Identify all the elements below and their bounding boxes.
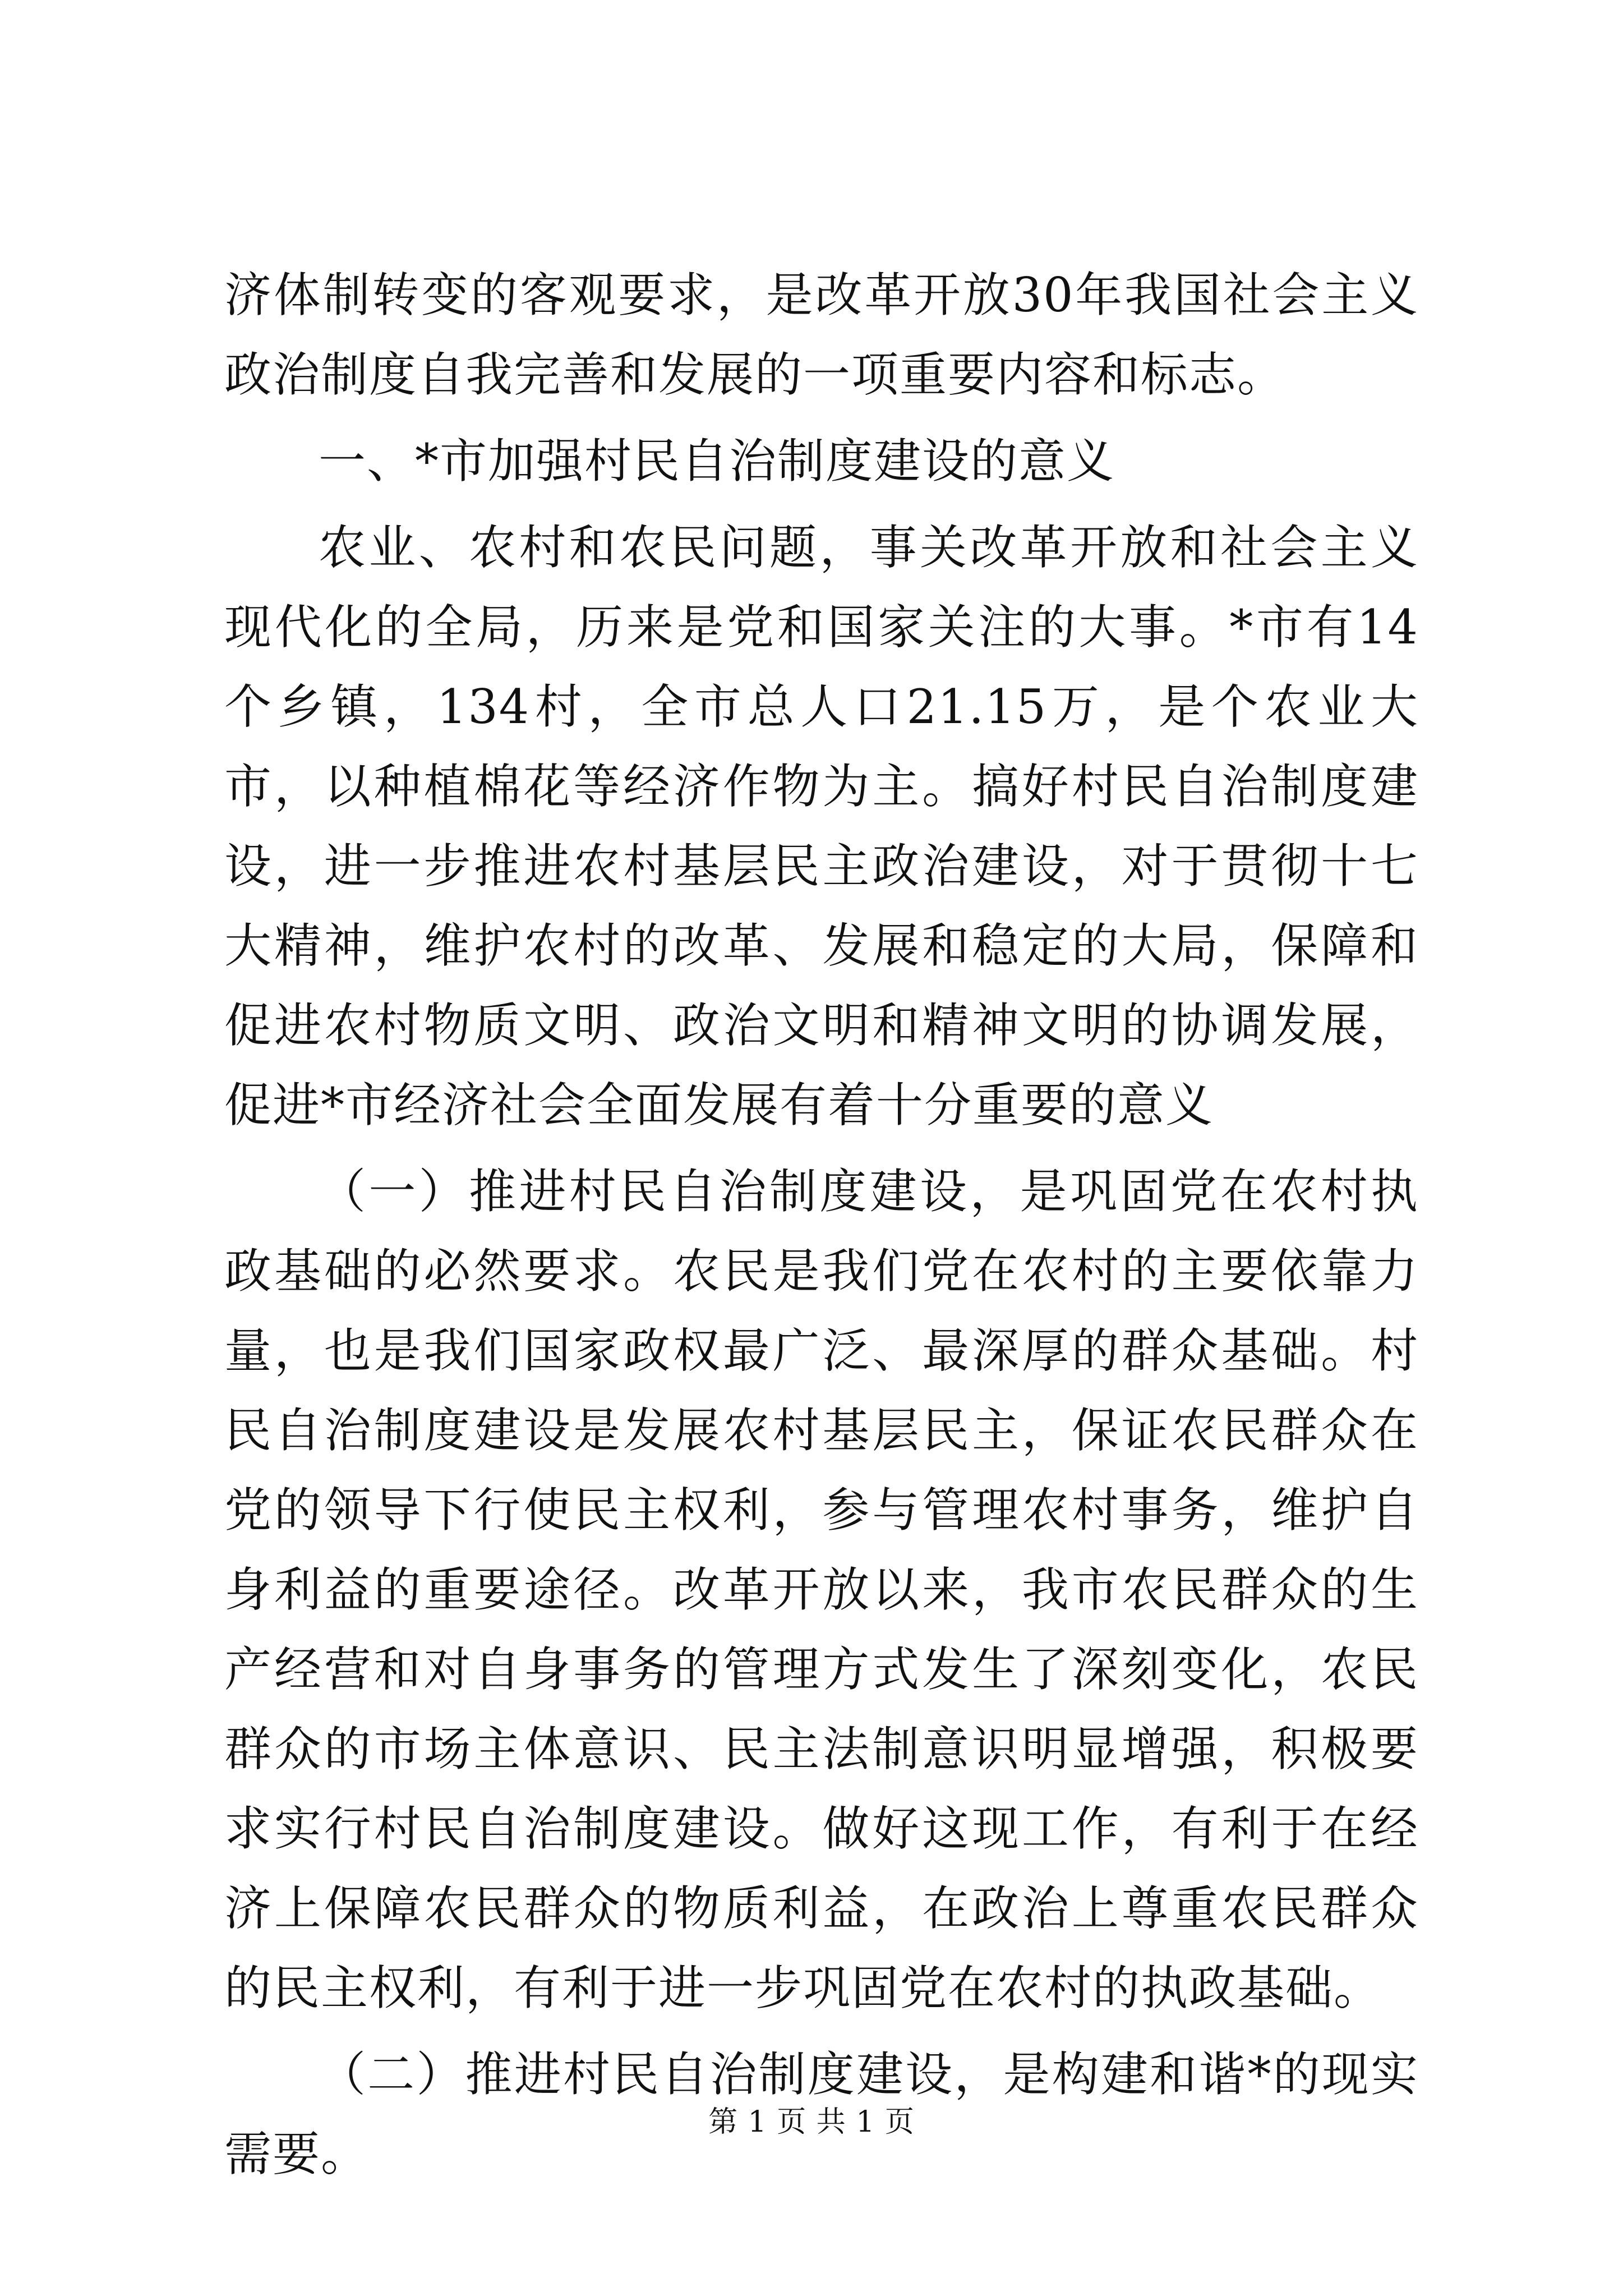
section-heading: 一、*市加强村民自治制度建设的意义 — [319, 434, 1115, 489]
document-body — [224, 255, 1419, 2194]
page-number-footer: 第 1 页 共 1 页 — [708, 2105, 915, 2139]
paragraph-point-1: （一）推进村民自治制度建设，是巩固党在农村执政基础的必然要求。农民是我们党在农村的主要依靠力量，也是我们国家政权最广泛、最深厚的群众基础。村民自治制度建设是发展农村基层民主，保证农民群众在党的领导下行使民主权利，参与管理农村事务，维护自身利益的重要途径。改革开放以来，我市农民群众的生产经营和对自身事务的管理方式发生了深刻变化，农民群众的市场主体意识、民主法制意识明显增强，积极要求实行村民自治制度建设。做好这现工作，有利于在经济上保障农民群众的物质利益，在政治上尊重农民群众的民主权利，有利于进一步巩固党在农村的执政基础。 — [224, 1164, 1419, 2016]
paragraph-intro-continuation: 济体制转变的客观要求，是改革开放30年我国社会主义政治制度自我完善和发展的一项重要内容和标志。 — [224, 268, 1419, 402]
paragraph-overview: 农业、农村和农民问题，事关改革开放和社会主义现代化的全局，历来是党和国家关注的大事。*市有14个乡镇，134村，全市总人口21.15万，是个农业大市，以种植棉花等经济作物为主。搞好村民自治制度建设，进一步推进农村基层民主政治建设，对于贯彻十七大精神，维护农村的改革、发展和稳定的大局，保障和促进农村物质文明、政治文明和精神文明的协调发展，促进*市经济社会全面发展有着十分重要的意义 — [224, 520, 1419, 1133]
paragraph-point-2: （二）推进村民自治制度建设，是构建和谐*的现实需要。 — [224, 2047, 1419, 2182]
